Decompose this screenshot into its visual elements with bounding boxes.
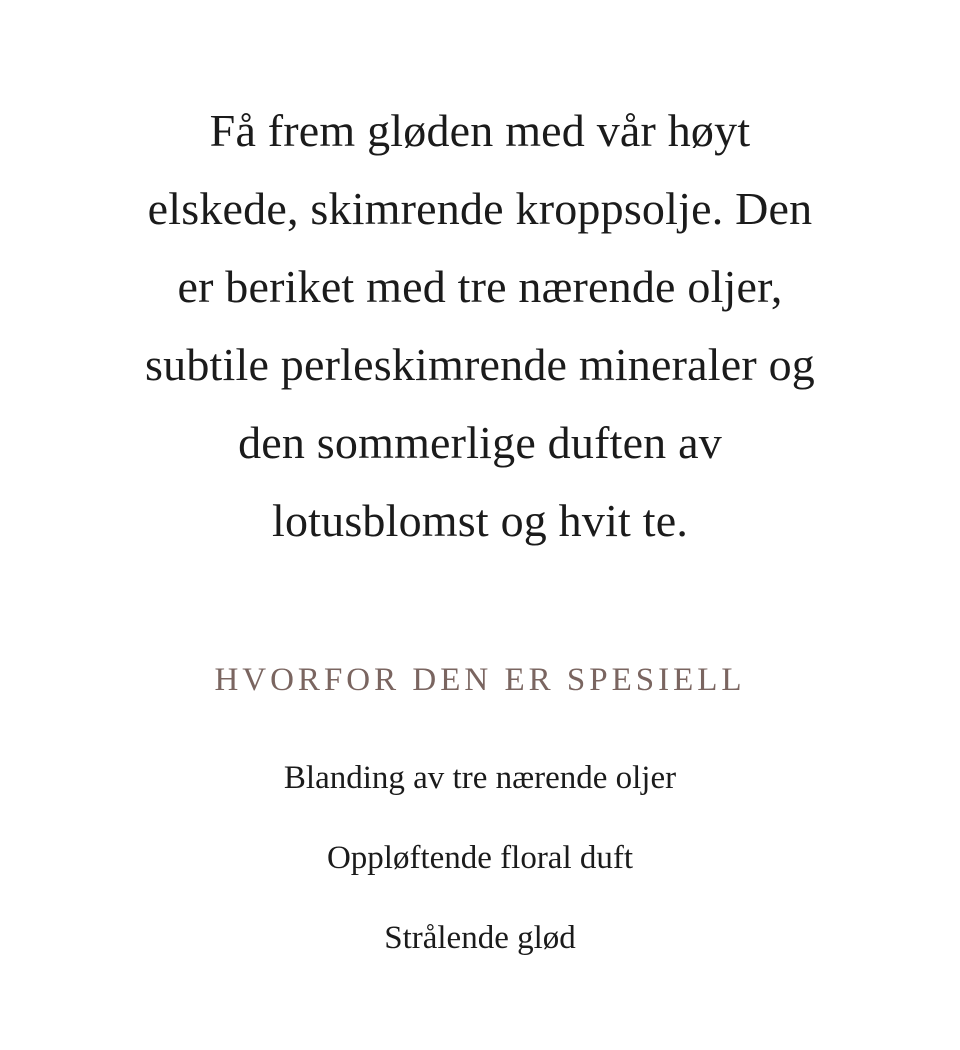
section-heading: HVORFOR DEN ER SPESIELL [214,662,746,698]
feature-list [0,752,960,992]
intro-line: er beriket med tre nærende oljer, [177,261,783,312]
intro-line: Få frem gløden med vår høyt [209,105,751,156]
product-intro-paragraph [90,92,870,560]
intro-line: subtile perleskimrende mineraler og [145,339,815,390]
feature-item: Blanding av tre nærende oljer [283,760,677,796]
feature-item: Strålende glød [384,920,576,956]
intro-line: den sommerlige duften av [238,417,722,468]
intro-line: elskede, skimrende kroppsolje. Den [147,183,813,234]
feature-item: Oppløftende floral duft [326,840,634,876]
intro-line: lotusblomst og hvit te. [271,495,689,546]
